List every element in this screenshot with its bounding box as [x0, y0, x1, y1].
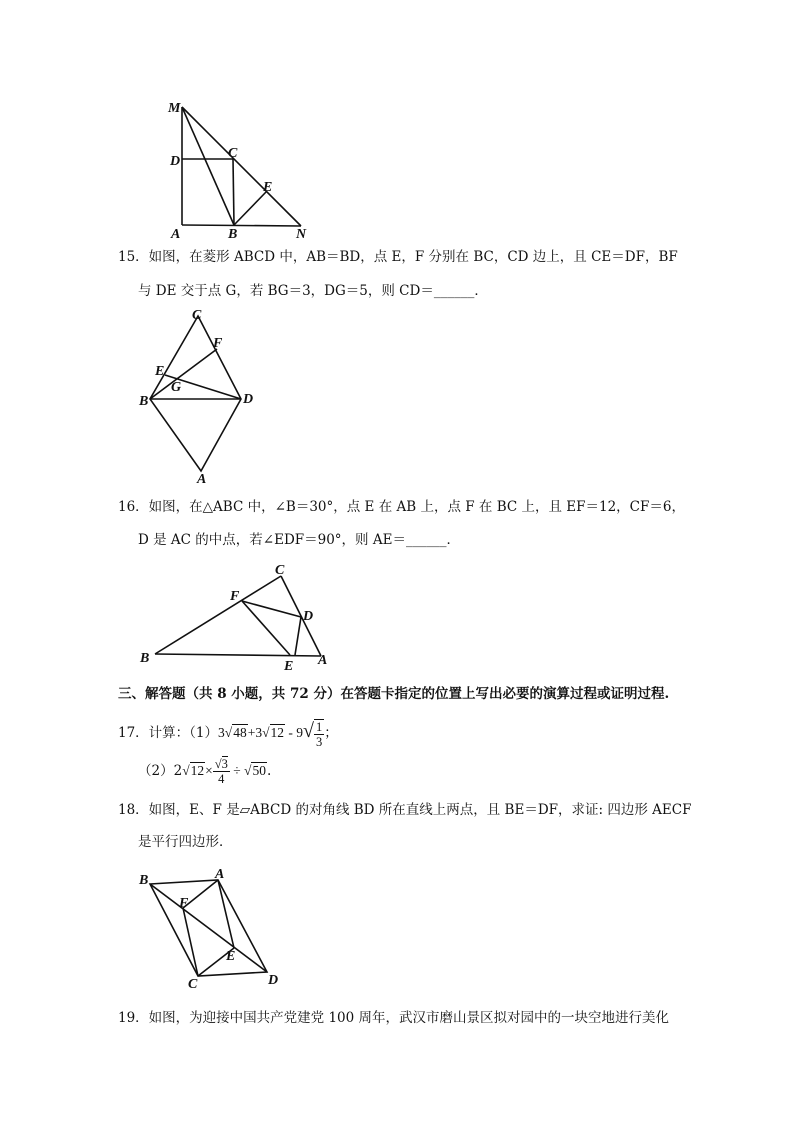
q17-fraction-sqrt3-4: [213, 757, 230, 786]
label-G: G: [171, 380, 182, 395]
sqrt-symbol: √: [214, 757, 222, 771]
label-M: M: [168, 101, 181, 116]
label-E: E: [226, 949, 236, 964]
sqrt-symbol: √: [224, 725, 233, 740]
label-B: B: [139, 394, 149, 409]
question-18-line-2: 是平行四边形．: [138, 834, 233, 850]
q17-p2-radicand-50: 50: [252, 763, 266, 778]
q17-prefix: 17．计算：（1）: [118, 725, 219, 741]
label-N: N: [296, 227, 307, 242]
sqrt-symbol: √: [262, 725, 270, 740]
label-B: B: [139, 873, 149, 888]
q17-p2-frac-denominator: 4: [218, 772, 225, 786]
q17-semicolon: ；: [324, 725, 338, 741]
q17-minus: - 9: [285, 725, 303, 740]
label-C: C: [275, 563, 285, 578]
label-F: F: [213, 336, 223, 351]
q17-divide: ÷: [229, 763, 245, 778]
sqrt-symbol: √: [303, 720, 314, 742]
q17-p2-frac-numerator: [213, 757, 230, 772]
q17-p2-numerator-radicand: 3: [221, 757, 228, 771]
question-17-part-1: [118, 716, 338, 749]
figure-q14: [160, 95, 320, 240]
label-F: F: [179, 896, 189, 911]
label-A: A: [171, 227, 181, 242]
q17-p2-radicand-12: 12: [190, 763, 205, 778]
label-B: B: [140, 651, 150, 666]
question-15-line-1: 15．如图，在菱形 ABCD 中，AB＝BD，点 E，F 分别在 BC，CD 边上，且 CE＝DF，BF: [118, 249, 678, 265]
sqrt-symbol: √: [182, 763, 190, 778]
figure-q16: [135, 558, 345, 673]
question-17-part-2: [138, 754, 271, 788]
q17-coef-1: 3: [218, 725, 225, 740]
label-A: A: [215, 867, 225, 882]
sqrt-symbol: √: [244, 763, 252, 778]
label-C: C: [228, 146, 238, 161]
q17-frac-numerator: 1: [315, 719, 323, 734]
section-3-heading: 三、解答题（共 8 小题，共 72 分）在答题卡指定的位置上写出必要的演算过程或证明过程.: [118, 686, 670, 702]
label-B: B: [228, 227, 238, 242]
label-A: A: [318, 653, 328, 668]
q17-fraction-1-3: [314, 719, 324, 749]
q17-times: ×: [205, 763, 213, 778]
q17-plus: +3: [247, 725, 263, 740]
label-D: D: [170, 154, 181, 169]
question-15-line-2: 与 DE 交于点 G，若 BG＝3，DG＝5，则 CD＝______．: [138, 283, 488, 299]
question-16-line-2: D 是 AC 的中点，若∠EDF＝90°，则 AE＝______．: [138, 532, 460, 548]
q17-frac-denominator: 3: [315, 734, 323, 749]
figure-q15: [135, 305, 265, 490]
label-F: F: [230, 589, 240, 604]
label-A: A: [197, 472, 207, 487]
label-D: D: [303, 609, 314, 624]
question-18-line-1: 18．如图，E、F 是▱ABCD 的对角线 BD 所在直线上两点，且 BE＝DF，求证: 四边形 AECF: [118, 802, 692, 818]
figure-q18: [135, 862, 295, 992]
q17-p2-period: .: [266, 763, 272, 779]
label-D: D: [243, 392, 254, 407]
label-D: D: [268, 973, 279, 988]
q17-p2-prefix: （2）2: [138, 763, 183, 779]
label-C: C: [192, 308, 202, 323]
label-E: E: [155, 364, 165, 379]
label-C: C: [188, 977, 198, 992]
label-E: E: [284, 659, 294, 674]
q17-radicand-48: 48: [233, 725, 247, 740]
q17-radicand-12: 12: [270, 725, 284, 740]
question-16-line-1: 16．如图，在△ABC 中，∠B＝30°，点 E 在 AB 上，点 F 在 BC 上，且 EF＝12，CF＝6，: [118, 499, 685, 515]
question-19-line-1: 19．如图，为迎接中国共产党建党 100 周年，武汉市磨山景区拟对园中的一块空地进行美化: [118, 1010, 670, 1026]
label-E: E: [263, 180, 273, 195]
